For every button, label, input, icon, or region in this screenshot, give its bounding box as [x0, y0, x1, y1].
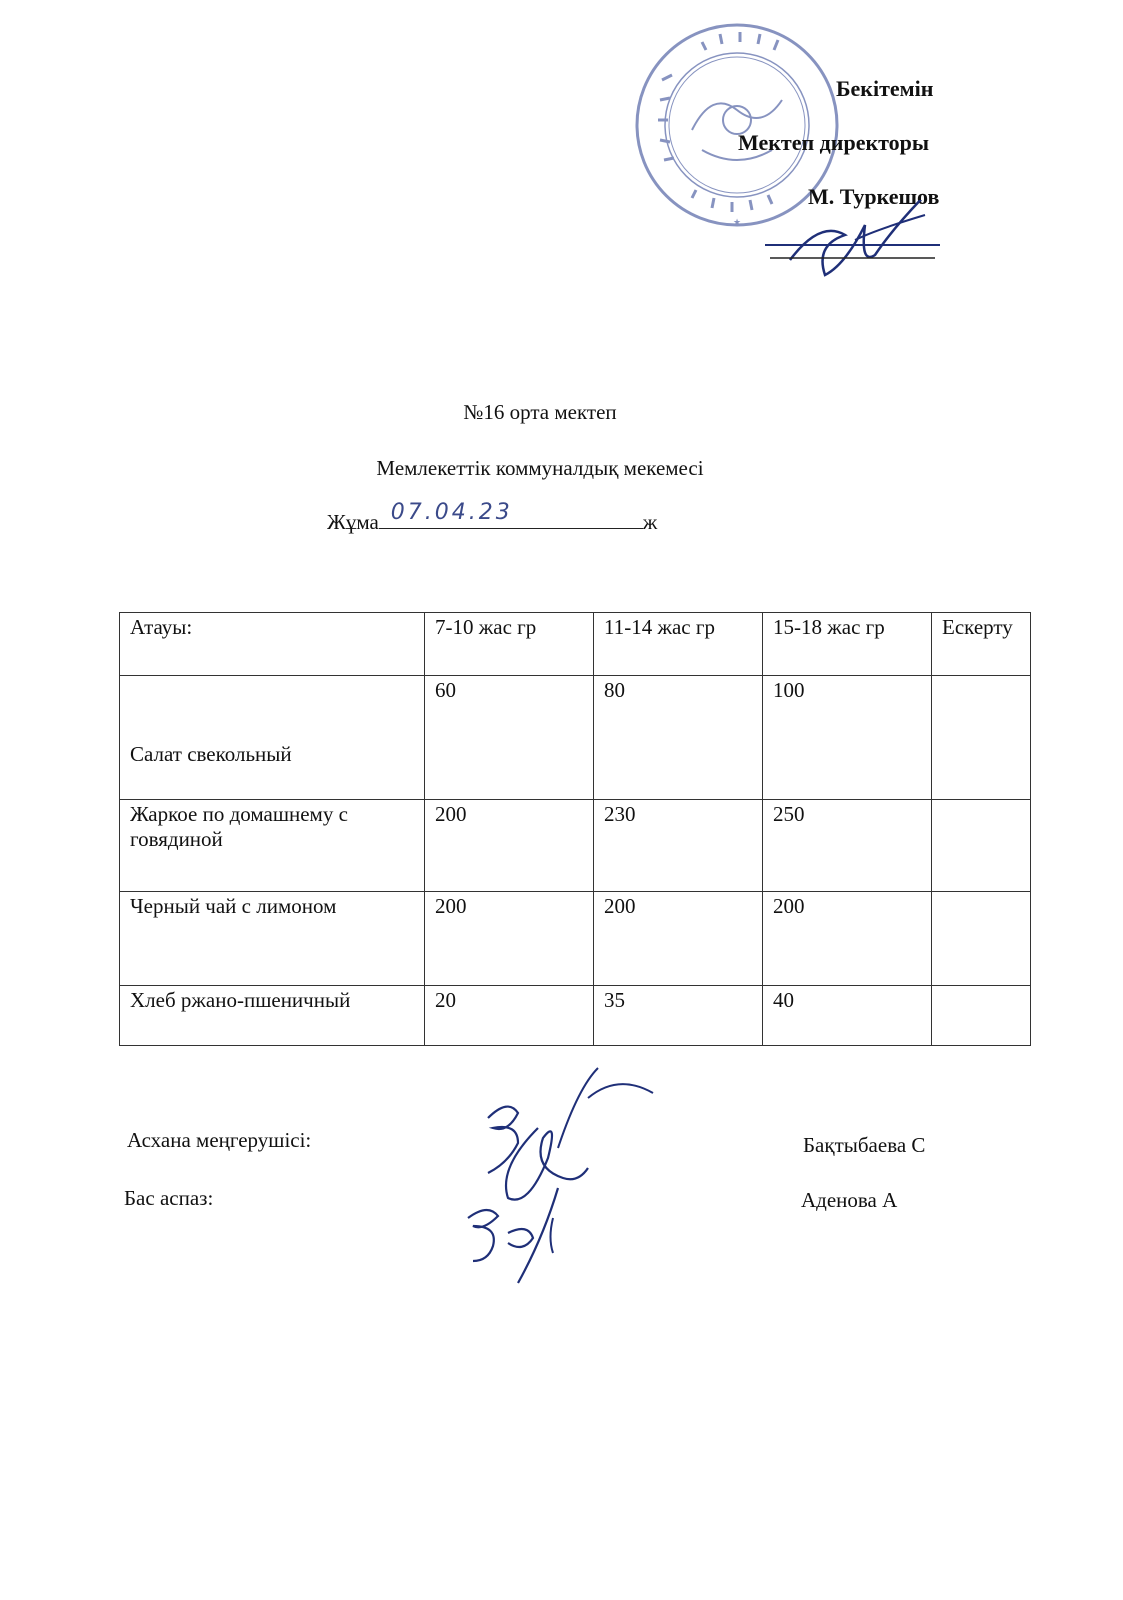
- portion-15-18: 200: [763, 892, 932, 986]
- portion-7-10: 200: [425, 892, 594, 986]
- cook-head-name: Бақтыбаева С: [803, 1133, 926, 1157]
- day-label: Жұма: [327, 510, 379, 534]
- column-header-age-15-18: 15-18 жас гр: [763, 613, 932, 676]
- year-suffix: ж: [642, 510, 658, 534]
- portion-11-14: 80: [594, 676, 763, 800]
- chef-name: Аденова А: [801, 1188, 898, 1212]
- dish-name: Салат свекольный: [120, 676, 425, 800]
- staff-signatures: [448, 1058, 668, 1288]
- chef-label: Бас аспаз:: [124, 1186, 214, 1210]
- cook-head-label: Асхана меңгерушісі:: [127, 1128, 312, 1152]
- column-header-name: Атауы:: [120, 613, 425, 676]
- note-cell: [932, 676, 1031, 800]
- menu-table: [119, 612, 1031, 1046]
- approval-position: Мектеп директоры: [738, 130, 930, 155]
- table-row: [120, 892, 1031, 986]
- portion-7-10: 60: [425, 676, 594, 800]
- portion-11-14: 200: [594, 892, 763, 986]
- dish-name: Черный чай с лимоном: [120, 892, 425, 986]
- portion-15-18: 40: [763, 986, 932, 1046]
- table-header-row: [120, 613, 1031, 676]
- portion-7-10: 20: [425, 986, 594, 1046]
- column-header-age-7-10: 7-10 жас гр: [425, 613, 594, 676]
- approval-title: Бекітемін: [836, 76, 934, 101]
- date-field: [379, 500, 643, 529]
- director-signature: [760, 200, 950, 295]
- column-header-age-11-14: 11-14 жас гр: [594, 613, 763, 676]
- table-row: [120, 986, 1031, 1046]
- institution-name: Мемлекеттік коммуналдық мекемесі: [376, 456, 704, 480]
- portion-15-18: 100: [763, 676, 932, 800]
- note-cell: [932, 800, 1031, 892]
- school-name: №16 орта мектеп: [463, 400, 617, 424]
- portion-7-10: 200: [425, 800, 594, 892]
- svg-text:★: ★: [732, 218, 742, 228]
- dish-name: Жаркое по домашнему с говядиной: [120, 800, 425, 892]
- note-cell: [932, 892, 1031, 986]
- portion-11-14: 35: [594, 986, 763, 1046]
- portion-15-18: 250: [763, 800, 932, 892]
- day-line: [327, 500, 658, 535]
- portion-11-14: 230: [594, 800, 763, 892]
- note-cell: [932, 986, 1031, 1046]
- dish-name: Хлеб ржано-пшеничный: [120, 986, 425, 1046]
- column-header-note: Ескерту: [932, 613, 1031, 676]
- table-row: [120, 800, 1031, 892]
- table-row: [120, 676, 1031, 800]
- handwritten-date: 07.04.23: [390, 500, 513, 525]
- approval-director-name: М. Туркешов: [808, 184, 940, 209]
